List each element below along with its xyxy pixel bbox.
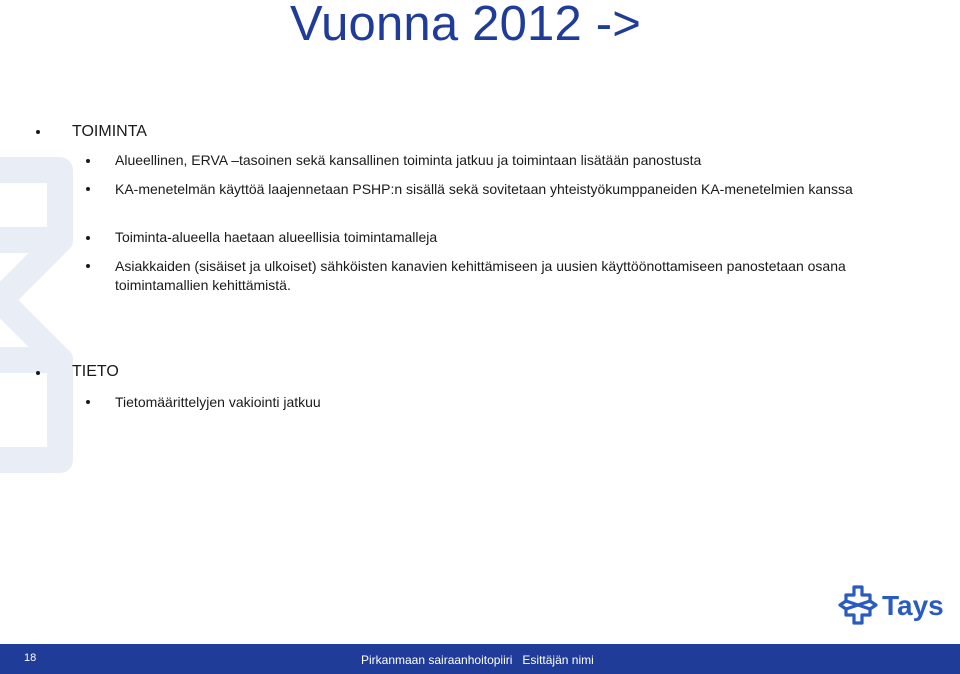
section-heading: TOIMINTA bbox=[72, 123, 147, 140]
bullet-icon bbox=[36, 371, 40, 375]
section-heading: TIETO bbox=[72, 363, 119, 380]
bullet-icon bbox=[86, 159, 90, 163]
logo-text: Tays bbox=[882, 590, 944, 621]
list-item: Alueellinen, ERVA –tasoinen sekä kansallinen toiminta jatkuu ja toimintaan lisätään panostusta bbox=[115, 152, 702, 168]
list-item: Asiakkaiden (sisäiset ja ulkoiset) sähköisten kanavien kehittämiseen ja uusien käyttöönottamiseen panostetaan osana toimintamallien kehittämistä. bbox=[115, 258, 846, 293]
list-item: Toiminta-alueella haetaan alueellisia toimintamalleja bbox=[115, 229, 438, 245]
list-item: Tietomäärittelyjen vakiointi jatkuu bbox=[115, 394, 321, 410]
bullet-icon bbox=[86, 236, 90, 240]
footer-bar bbox=[0, 644, 960, 674]
bullet-icon bbox=[86, 187, 90, 191]
tays-cross-logo-icon bbox=[840, 587, 876, 623]
page-title: Vuonna 2012 -> bbox=[290, 0, 642, 51]
bullet-icon bbox=[36, 130, 40, 134]
tays-logo bbox=[838, 584, 950, 626]
background-watermark-icon bbox=[0, 150, 100, 480]
bullet-icon bbox=[86, 264, 90, 268]
footer-text: Pirkanmaan sairaanhoitopiiri Esittäjän nimi bbox=[361, 653, 594, 667]
bullet-icon bbox=[86, 400, 90, 404]
list-item: KA-menetelmän käyttöä laajennetaan PSHP:n sisällä sekä sovitetaan yhteistyökumppaneiden KA-menetelmien kanssa bbox=[115, 181, 853, 197]
slide-number: 18 bbox=[24, 652, 37, 664]
